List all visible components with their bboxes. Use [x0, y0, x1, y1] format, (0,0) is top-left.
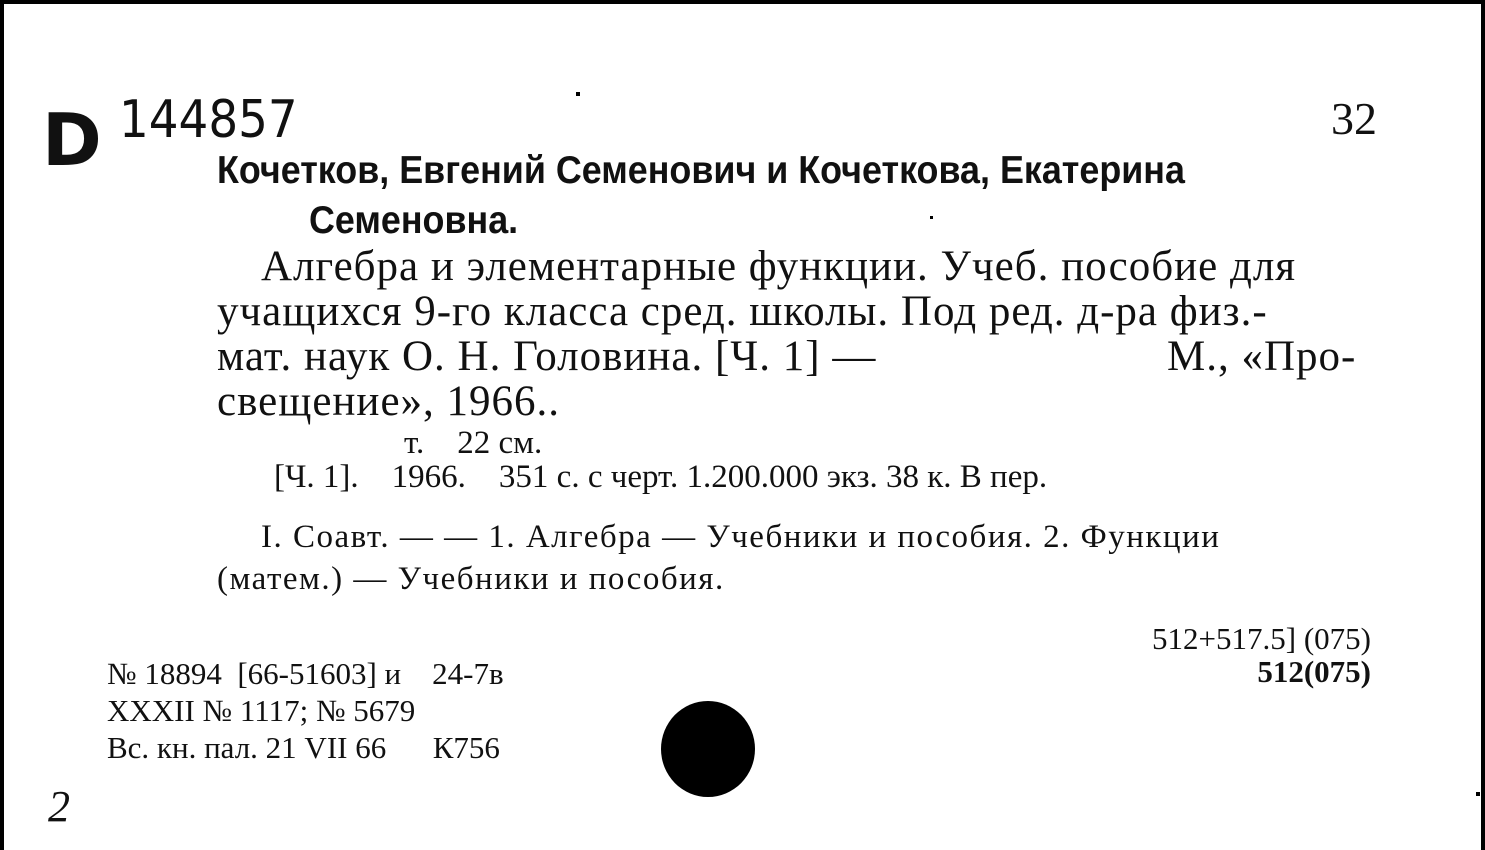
classification-line-2: 512(075) — [1257, 654, 1371, 689]
physical-description-line: [Ч. 1]. 1966. 351 с. с черт. 1.200.000 экз. 38 к. В пер. — [274, 459, 1048, 495]
author-line-2: Семеновна. — [309, 199, 519, 242]
volume-size-line: т. 22 см. — [404, 425, 543, 461]
speck — [930, 216, 933, 219]
subject-line-1: I. Соавт. — — 1. Алгебра — Учебники и пособия. 2. Функции — [261, 519, 1221, 555]
classification-line-1: 512+517.5] (075) — [1152, 621, 1371, 656]
meta-line-3: Вс. кн. пал. 21 VII 66 К756 — [107, 730, 500, 765]
title-line-2: учащихся 9-го класса сред. школы. Под ред. д-ра физ.- — [217, 288, 1268, 335]
punch-hole — [661, 701, 755, 797]
card-id-number: 144857 — [119, 90, 298, 150]
title-line-3-publisher: М., «Про- — [1167, 333, 1357, 380]
card-number: 32 — [1331, 93, 1377, 144]
speck — [1476, 792, 1480, 796]
title-line-3: мат. наук О. Н. Головина. [Ч. 1] — — [217, 333, 877, 380]
speck — [576, 92, 580, 96]
card-prefix: D — [42, 98, 102, 182]
title-line-4: свещение», 1966.. — [217, 378, 561, 425]
meta-line-1: № 18894 [66-51603] и 24-7в — [107, 656, 504, 691]
title-line-1: Алгебра и элементарные функции. Учеб. пособие для — [261, 243, 1297, 290]
handwritten-mark: 2 — [48, 782, 70, 831]
subject-line-2: (матем.) — Учебники и пособия. — [217, 561, 725, 597]
author-line-1: Кочетков, Евгений Семенович и Кочеткова, Екатерина — [217, 149, 1185, 192]
meta-line-2: XXXII № 1117; № 5679 — [107, 693, 416, 728]
